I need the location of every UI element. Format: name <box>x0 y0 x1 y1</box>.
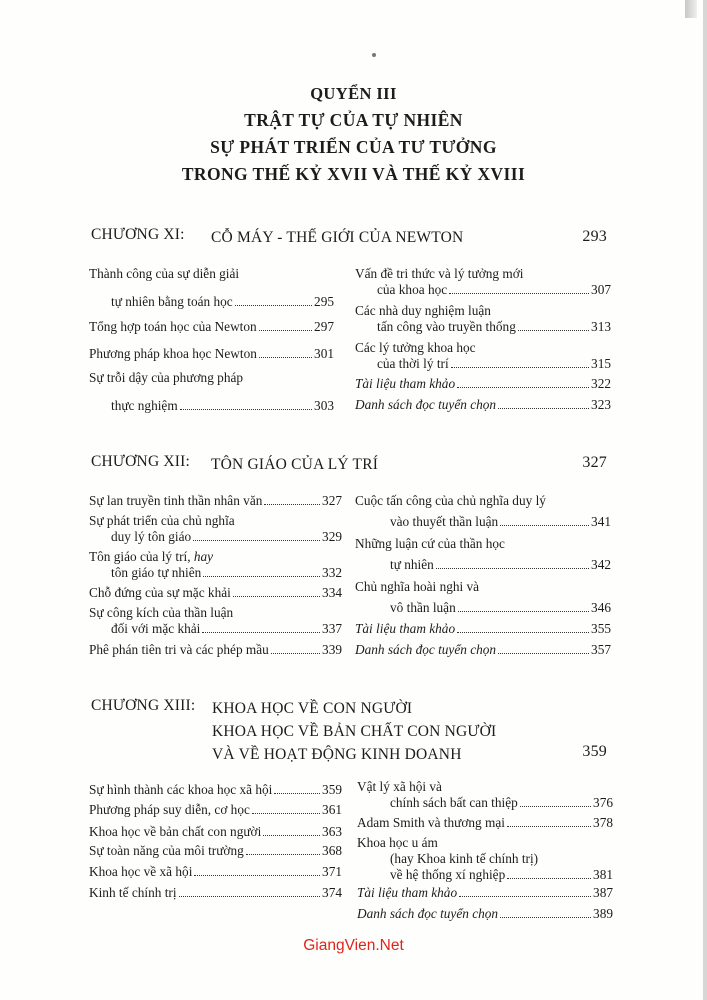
toc-entry-title: tôn giáo tự nhiên <box>111 565 202 580</box>
toc-entry-page: 355 <box>591 621 611 636</box>
chapter-number: CHƯƠNG XIII: <box>91 697 196 714</box>
toc-entry-page: 387 <box>593 885 613 900</box>
page-speck <box>372 53 376 57</box>
volume-title: QUYỂN III <box>310 84 397 103</box>
dot-leader <box>518 330 589 331</box>
toc-entry[interactable] <box>355 642 611 658</box>
chapter-title: TÔN GIÁO CỦA LÝ TRÍ <box>211 456 379 473</box>
dot-leader <box>274 793 320 794</box>
toc-entry-page: 332 <box>322 565 342 580</box>
volume-subtitle-1: TRẬT TỰ CỦA TỰ NHIÊN <box>244 110 463 130</box>
toc-entry-title: Tài liệu tham khảo <box>355 376 456 391</box>
toc-entry[interactable] <box>357 885 613 901</box>
toc-entry-line: Vật lý xã hội và <box>357 779 442 794</box>
toc-entry-title: Kinh tế chính trị <box>89 885 177 900</box>
toc-entry-title: của thời lý trí <box>377 356 449 371</box>
watermark: GiangVien.Net <box>303 937 404 954</box>
dot-leader <box>457 632 589 633</box>
toc-entry-page: 295 <box>314 294 334 309</box>
toc-entry-page: 329 <box>322 529 342 544</box>
toc-entry-line-italic: hay <box>193 549 214 564</box>
dot-leader <box>500 917 591 918</box>
toc-entry-page: 363 <box>322 824 342 839</box>
toc-entry-title: Phương pháp suy diễn, cơ học <box>89 802 250 817</box>
toc-entry[interactable] <box>89 642 342 658</box>
toc-entry-title: Danh sách đọc tuyển chọn <box>355 397 497 412</box>
toc-entry[interactable] <box>89 319 334 335</box>
toc-entry-line: Khoa học u ám <box>357 835 438 850</box>
toc-entry-title: Sự lan truyền tinh thần nhân văn <box>89 493 263 508</box>
toc-entry-title: Phê phán tiên tri và các phép mầu <box>89 642 269 657</box>
dot-leader <box>457 387 589 388</box>
toc-entry[interactable] <box>357 815 613 831</box>
toc-entry-page: 371 <box>322 864 342 879</box>
toc-entry[interactable] <box>355 303 611 335</box>
dot-leader <box>259 357 312 358</box>
volume-subtitle-2: SỰ PHÁT TRIỂN CỦA TƯ TƯỞNG <box>210 137 497 157</box>
toc-entry-title: của khoa học <box>377 282 448 297</box>
toc-entry-title: Adam Smith và thương mại <box>357 815 505 830</box>
dot-leader <box>179 896 321 897</box>
toc-entry-page: 378 <box>593 815 613 830</box>
toc-entry-title: Khoa học về xã hội <box>89 864 193 879</box>
toc-entry[interactable] <box>355 621 611 637</box>
chapter-title-line-1: KHOA HỌC VỀ CON NGƯỜI <box>212 700 413 717</box>
toc-entry-page: 346 <box>591 600 611 615</box>
chapter-page: 359 <box>582 743 607 760</box>
chapter-title: CỖ MÁY - THẾ GIỚI CỦA NEWTON <box>211 229 464 246</box>
toc-entry-line: (hay Khoa kinh tế chính trị) <box>390 851 539 866</box>
dot-leader <box>202 632 320 633</box>
toc-entry-page: 301 <box>314 346 334 361</box>
toc-entry-page: 376 <box>593 795 613 810</box>
page-corner-shadow <box>685 0 697 18</box>
toc-entry[interactable] <box>89 585 342 601</box>
dot-leader <box>246 854 320 855</box>
toc-entry-title: Sự hình thành các khoa học xã hội <box>89 782 273 797</box>
toc-entry-title: vô thần luận <box>390 600 456 615</box>
chapter-page: 327 <box>582 454 607 471</box>
toc-entry[interactable] <box>355 397 611 413</box>
toc-entry-page: 381 <box>593 867 613 882</box>
toc-entry-page: 337 <box>322 621 342 636</box>
dot-leader <box>507 826 591 827</box>
toc-entry-title: tự nhiên bằng toán học <box>111 294 233 309</box>
toc-entry-title: Tài liệu tham khảo <box>357 885 458 900</box>
toc-entry-title: tấn công vào truyền thống <box>377 319 516 334</box>
volume-subtitle-3: TRONG THẾ KỶ XVII VÀ THẾ KỶ XVIII <box>181 164 526 184</box>
toc-entry[interactable] <box>89 843 342 859</box>
toc-entry-page: 297 <box>314 319 334 334</box>
chapter-title-line-3: VÀ VỀ HOẠT ĐỘNG KINH DOANH <box>212 746 462 763</box>
toc-entry-page: 374 <box>322 885 342 900</box>
toc-entry[interactable] <box>355 536 611 573</box>
toc-entry-page: 361 <box>322 802 342 817</box>
toc-entry-page: 342 <box>591 557 611 572</box>
toc-entry[interactable] <box>89 864 342 880</box>
toc-entry-line: Sự trỗi dậy của phương pháp <box>89 370 244 385</box>
toc-entry[interactable] <box>357 779 613 811</box>
toc-entry-title: tự nhiên <box>390 557 434 572</box>
toc-entry[interactable] <box>89 493 342 509</box>
toc-entry-line: Vấn đề tri thức và lý tưởng mới <box>355 266 524 281</box>
toc-entry-page: 307 <box>591 282 611 297</box>
toc-entry-page: 368 <box>322 843 342 858</box>
toc-entry-page: 334 <box>322 585 342 600</box>
toc-entry-page: 323 <box>591 397 611 412</box>
toc-entry-title: Phương pháp khoa học Newton <box>89 346 257 361</box>
toc-entry-page: 339 <box>322 642 342 657</box>
dot-leader <box>235 305 312 306</box>
toc-entry-title: về hệ thống xí nghiệp <box>390 867 506 882</box>
toc-entry-page: 327 <box>322 493 342 508</box>
toc-entry-page: 303 <box>314 398 334 413</box>
toc-entry[interactable] <box>355 376 611 392</box>
dot-leader <box>180 409 312 410</box>
toc-entry-page: 322 <box>591 376 611 391</box>
toc-entry-title: đối với mặc khải <box>111 621 201 636</box>
toc-entry[interactable] <box>355 266 611 298</box>
toc-entry-line: Thành công của sự diễn giải <box>89 266 240 281</box>
toc-entry[interactable] <box>89 782 342 798</box>
dot-leader <box>264 504 320 505</box>
book-section-heading <box>0 80 707 188</box>
dot-leader <box>451 367 589 368</box>
toc-entry[interactable] <box>89 824 342 840</box>
dot-leader <box>203 576 320 577</box>
toc-entry-page: 359 <box>322 782 342 797</box>
chapter-number: CHƯƠNG XII: <box>91 453 191 470</box>
toc-entry-title: chính sách bất can thiệp <box>390 795 518 810</box>
dot-leader <box>193 540 320 541</box>
dot-leader <box>498 653 589 654</box>
dot-leader <box>233 596 320 597</box>
toc-entry-line: Các nhà duy nghiệm luận <box>355 303 491 318</box>
toc-entry-line: Cuộc tấn công của chủ nghĩa duy lý <box>355 493 546 508</box>
dot-leader <box>259 330 312 331</box>
dot-leader <box>194 875 320 876</box>
dot-leader <box>271 653 320 654</box>
toc-entry[interactable] <box>89 513 342 545</box>
toc-entry-line: Chủ nghĩa hoài nghi và <box>355 579 480 594</box>
toc-entry-line: Sự phát triển của chủ nghĩa <box>89 513 235 528</box>
toc-entry-page: 357 <box>591 642 611 657</box>
toc-entry-page: 315 <box>591 356 611 371</box>
toc-entry-title: Chỗ đứng của sự mặc khải <box>89 585 231 600</box>
dot-leader <box>507 878 591 879</box>
toc-entry[interactable] <box>89 885 342 901</box>
dot-leader <box>459 896 591 897</box>
toc-entry[interactable] <box>355 340 611 372</box>
dot-leader <box>449 293 589 294</box>
toc-entry[interactable] <box>357 906 613 922</box>
toc-entry-title: Khoa học về bản chất con người <box>89 824 262 839</box>
toc-entry-title: vào thuyết thần luận <box>390 514 499 529</box>
toc-entry-page: 389 <box>593 906 613 921</box>
toc-entry[interactable] <box>89 605 342 637</box>
chapter-page: 293 <box>582 228 607 245</box>
toc-entry-title: duy lý tôn giáo <box>111 529 192 544</box>
toc-entry-page: 313 <box>591 319 611 334</box>
toc-entry[interactable] <box>355 493 611 530</box>
toc-entry[interactable] <box>89 266 334 310</box>
dot-leader <box>500 525 589 526</box>
toc-entry-line: Những luận cứ của thần học <box>355 536 505 551</box>
chapter-number: CHƯƠNG XI: <box>91 226 185 243</box>
chapter-title-line-2: KHOA HỌC VỀ BẢN CHẤT CON NGƯỜI <box>212 723 497 740</box>
toc-entry[interactable] <box>355 579 611 616</box>
dot-leader <box>263 835 320 836</box>
toc-entry[interactable] <box>357 835 613 883</box>
toc-entry[interactable] <box>89 549 342 581</box>
toc-entry[interactable] <box>89 346 334 362</box>
toc-entry-line: Sự công kích của thần luận <box>89 605 234 620</box>
toc-entry[interactable] <box>89 370 334 414</box>
dot-leader <box>458 611 589 612</box>
toc-entry-title: Sự toàn năng của môi trường <box>89 843 244 858</box>
toc-entry-title: Danh sách đọc tuyển chọn <box>357 906 499 921</box>
toc-entry[interactable] <box>89 802 342 818</box>
toc-entry-title: Tổng hợp toán học của Newton <box>89 319 257 334</box>
toc-entry-line: Tôn giáo của lý trí, <box>89 549 194 564</box>
toc-entry-title: Danh sách đọc tuyển chọn <box>355 642 497 657</box>
toc-entry-title: thực nghiệm <box>111 398 178 413</box>
dot-leader <box>520 806 591 807</box>
toc-entry-line: Các lý tưởng khoa học <box>355 340 476 355</box>
toc-entry-title: Tài liệu tham khảo <box>355 621 456 636</box>
toc-entry-page: 341 <box>591 514 611 529</box>
dot-leader <box>498 408 589 409</box>
dot-leader <box>436 568 589 569</box>
dot-leader <box>252 813 320 814</box>
